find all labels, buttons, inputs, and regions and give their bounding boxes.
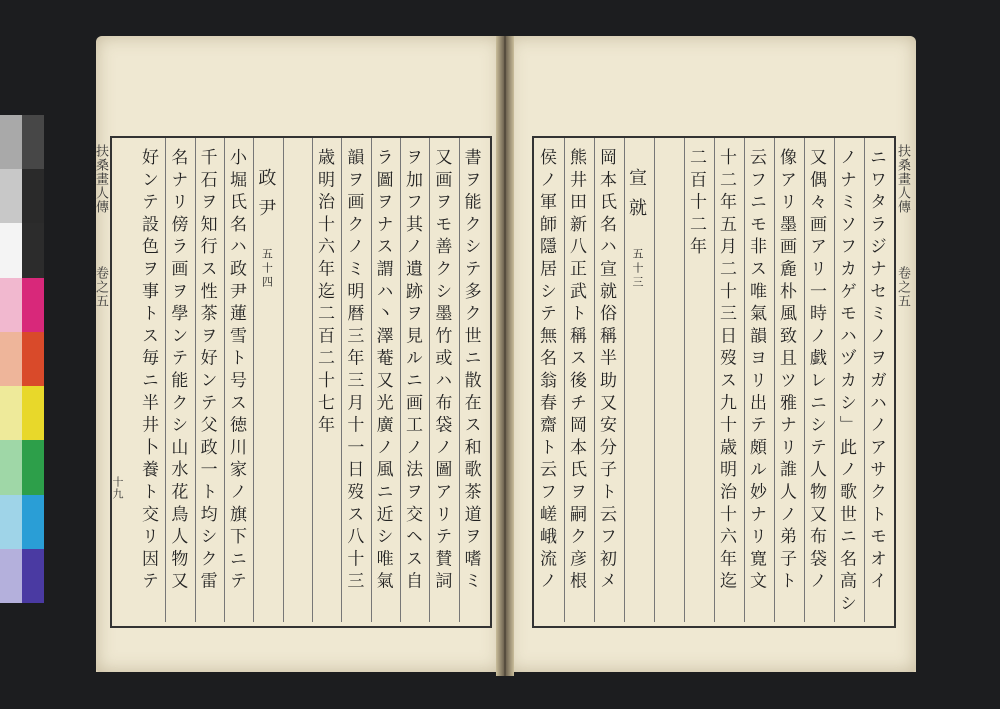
text-column: 又画ヲモ善クシ墨竹或ハ布袋ノ圖アリテ賛詞 — [431, 148, 452, 594]
color-swatch — [22, 278, 44, 332]
column-rule — [459, 138, 460, 622]
right-margin-title: 扶桑畫人傳 — [895, 144, 910, 214]
column-rule — [564, 138, 565, 622]
text-column: ラ圖ヲナス謂ハ丶澤菴又光廣ノ風ニ近シ唯氣 — [372, 148, 393, 594]
column-rule — [744, 138, 745, 622]
left-margin-title: 扶桑畫人傳 — [93, 144, 108, 214]
column-rule — [283, 138, 284, 622]
column-rule — [165, 138, 166, 622]
text-column: 熊井田新八正武ト稱ス後チ岡本氏ヲ嗣ク彦根 — [566, 148, 586, 594]
text-column: 云フニモ非ス唯氣韻ヨリ出テ頗ル妙ナリ寛文 — [746, 148, 766, 594]
text-column: ノナミソフカゲモハヅカシ」此ノ歌世ニ名高シ — [836, 148, 856, 617]
color-swatch — [22, 115, 44, 169]
open-book — [93, 36, 916, 676]
column-rule — [224, 138, 225, 622]
color-calibration-chart — [0, 115, 44, 603]
right-page — [508, 36, 916, 672]
color-swatch — [0, 169, 22, 223]
left-margin-volume: 卷之五 — [93, 266, 108, 308]
column-rule — [684, 138, 685, 622]
text-column: 名ナリ傍ラ画ヲ學ンテ能クシ山水花鳥人物又 — [167, 148, 188, 594]
book-spine-gutter — [496, 36, 514, 676]
color-swatch — [0, 549, 22, 603]
color-swatch — [0, 440, 22, 494]
column-rule — [400, 138, 401, 622]
column-rule — [654, 138, 655, 622]
column-rule — [312, 138, 313, 622]
column-rule — [594, 138, 595, 622]
text-column: 二百十二年 — [686, 148, 706, 260]
text-column: 岡本氏名ハ宣就俗稱半助又安分子ト云フ初メ — [596, 148, 616, 594]
column-rule — [864, 138, 865, 622]
heading-note: 五十三 — [631, 248, 644, 290]
text-column: 小堀氏名ハ政尹蓮雪ト号ス徳川家ノ旗下ニテ — [226, 148, 246, 594]
right-margin-volume: 卷之五 — [895, 266, 910, 308]
text-column: 侯ノ軍師隱居シテ無名翁春齋ト云フ嵯峨流ノ — [536, 148, 556, 594]
column-rule — [195, 138, 196, 622]
text-column: ニワタラジナセミノヲガハノアサクトモオイ — [866, 148, 886, 594]
page-number: 十九 — [111, 476, 124, 500]
text-column: 像アリ墨画麁朴風致且ツ雅ナリ誰人ノ弟子ト — [776, 148, 796, 594]
color-swatch — [22, 549, 44, 603]
column-rule — [804, 138, 805, 622]
color-swatch — [22, 223, 44, 277]
text-column: 歳明治十六年迄二百二十七年 — [314, 148, 334, 438]
color-swatch — [0, 278, 22, 332]
color-swatch — [0, 386, 22, 440]
column-rule — [834, 138, 835, 622]
text-column: ヲ加フ其ノ遺跡ヲ見ルニ画工ノ法ヲ交ヘス自 — [402, 148, 422, 594]
text-column: 十二年五月二十三日歿ス九十歳明治十六年迄 — [716, 148, 736, 594]
text-column: 又偶々画アリ一時ノ戯レニシテ人物又布袋ノ — [806, 148, 826, 594]
column-rule — [774, 138, 775, 622]
color-swatch — [22, 440, 44, 494]
color-swatch — [0, 495, 22, 549]
left-page — [93, 36, 501, 672]
color-swatch — [22, 495, 44, 549]
heading-note: 五十四 — [260, 248, 274, 290]
color-swatch — [0, 115, 22, 169]
text-column: 宣就 — [626, 168, 647, 228]
text-column: 好ンテ設色ヲ事トス毎ニ半井卜養ト交リ因テ — [138, 148, 158, 594]
color-swatch — [0, 223, 22, 277]
column-rule — [371, 138, 372, 622]
color-swatch — [0, 332, 22, 386]
text-column: 書ヲ能クシテ多ク世ニ散在ス和歌茶道ヲ嗜ミ — [460, 148, 481, 594]
color-swatch — [22, 332, 44, 386]
column-rule — [341, 138, 342, 622]
color-swatch — [22, 169, 44, 223]
text-column: 政尹 — [255, 168, 277, 228]
color-swatch — [22, 386, 44, 440]
column-rule — [714, 138, 715, 622]
column-rule — [624, 138, 625, 622]
text-column: 千石ヲ知行ス性茶ヲ好ンテ父政一ト均シク雷 — [196, 148, 217, 594]
column-rule — [253, 138, 254, 622]
column-rule — [429, 138, 430, 622]
text-column: 韻ヲ画クノミ明暦三年三月十一日歿ス八十三 — [343, 148, 364, 594]
